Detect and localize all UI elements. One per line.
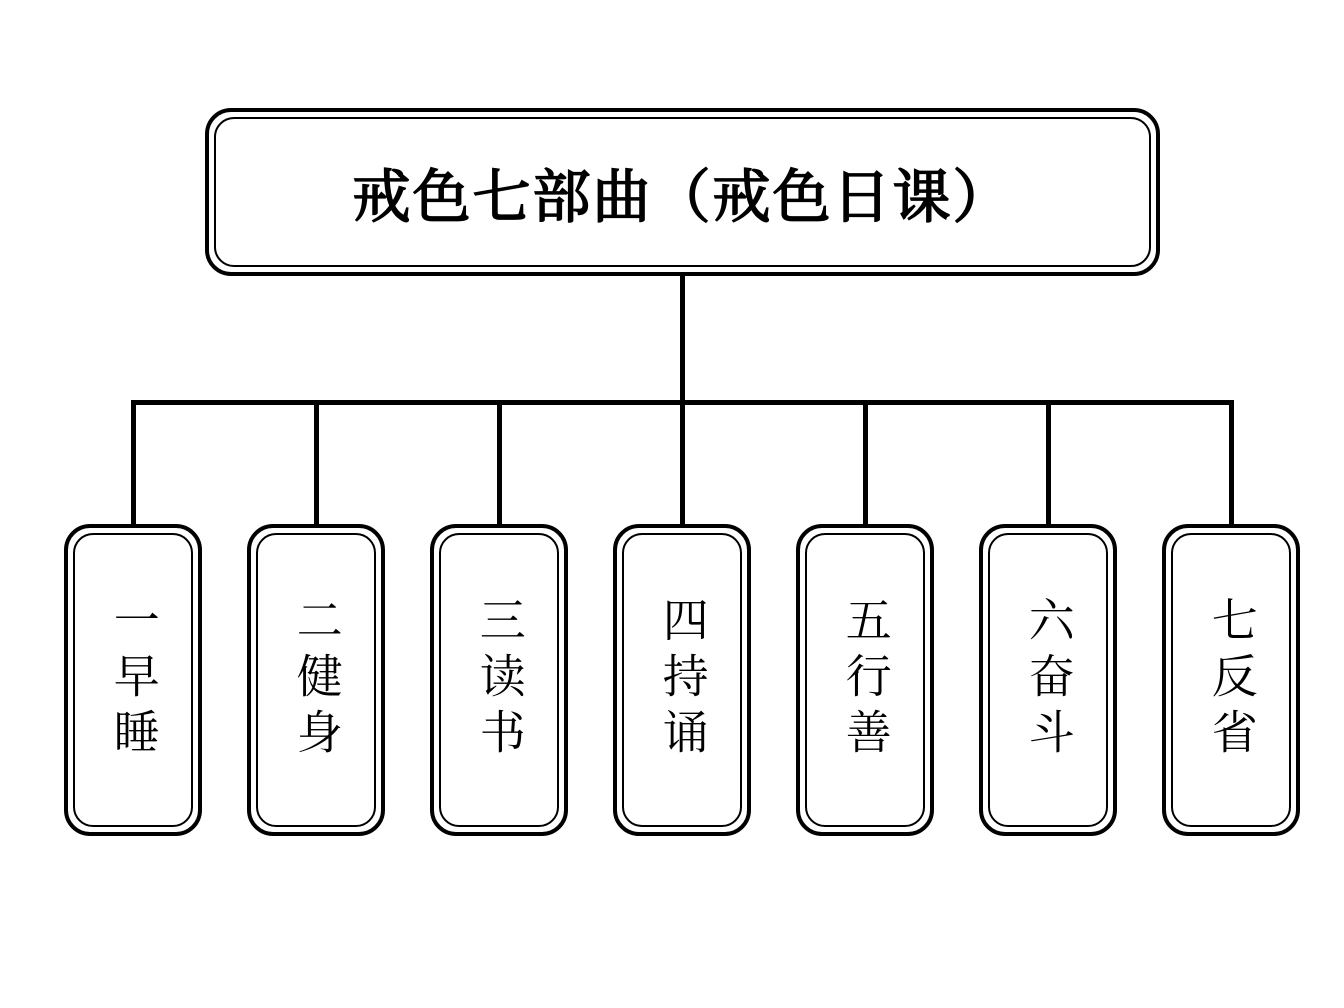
root-node[interactable] [205,108,1160,276]
leaf-node-2[interactable] [247,524,385,836]
leaf-node-7-label: 七反省 [1204,596,1259,764]
connector-drop-7 [1229,400,1234,526]
leaf-node-2-label: 二健身 [289,596,344,764]
leaf-node-5[interactable] [796,524,934,836]
root-node-label: 戒色七部曲（戒色日课） [352,163,1013,231]
leaf-node-6-label: 六奋斗 [1021,596,1076,764]
leaf-node-6[interactable] [979,524,1117,836]
leaf-node-4[interactable] [613,524,751,836]
leaf-node-1-label: 一早睡 [106,596,161,764]
leaf-node-7[interactable] [1162,524,1300,836]
leaf-node-4-label: 四持诵 [655,596,710,764]
leaf-node-5-label: 五行善 [838,596,893,764]
leaf-node-3-label: 三读书 [472,596,527,764]
connector-drop-1 [131,400,136,526]
leaf-node-1[interactable] [64,524,202,836]
connector-drop-5 [863,400,868,526]
connector-drop-2 [314,400,319,526]
connector-root-stem [680,276,685,402]
connector-drop-4 [680,400,685,526]
connector-drop-3 [497,400,502,526]
leaf-node-3[interactable] [430,524,568,836]
connector-drop-6 [1046,400,1051,526]
